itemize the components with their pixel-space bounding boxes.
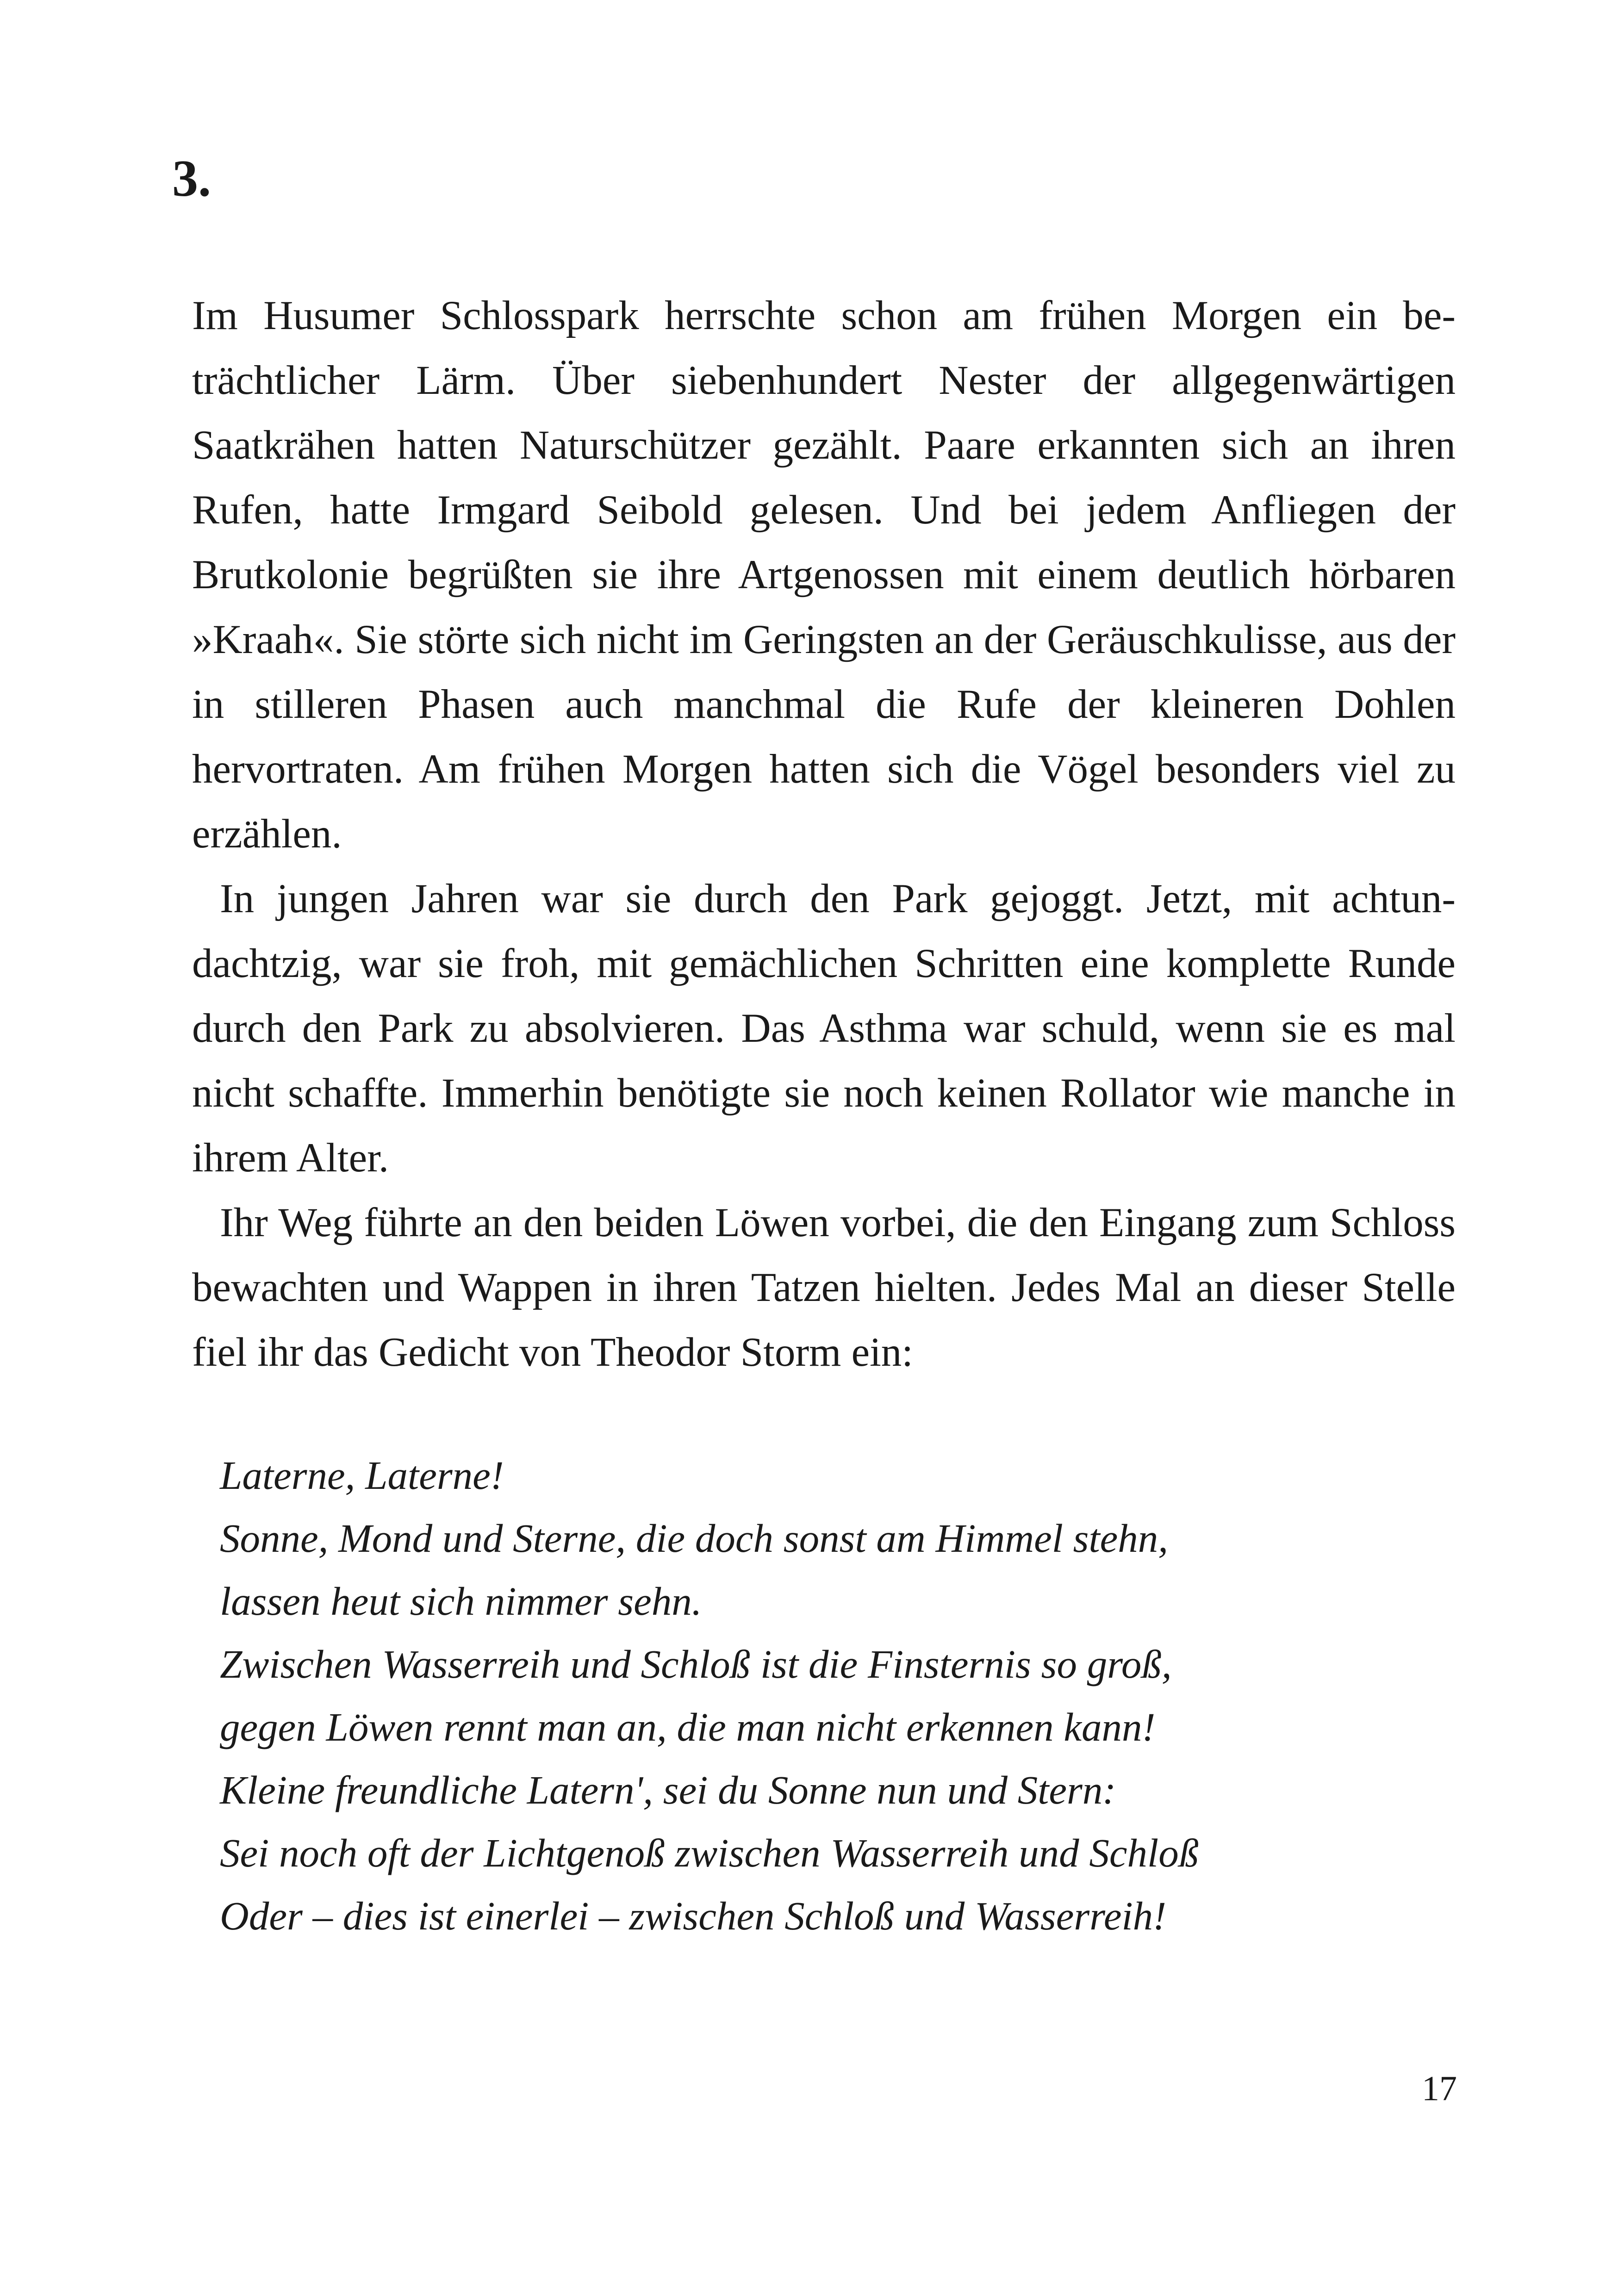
body-text: [192, 283, 1456, 1385]
poem-line-3: lassen heut sich nimmer sehn.: [220, 1579, 702, 1624]
poem-block: [220, 1444, 1469, 1948]
poem-line-6: Kleine freundliche Latern', sei du Sonne nun und Stern:: [220, 1767, 1116, 1812]
poem-line-4: Zwischen Wasserreih und Schloß ist die Finsternis so groß,: [220, 1642, 1172, 1686]
paragraph-1: Im Husumer Schlosspark herrschte schon am frühen Morgen ein beträchtlicher Lärm. Über siebenhundert Nester der allgegenwärtigen Saatkrähen hatten Naturschützer gezählt. Paare erkannten sich an ihren Rufen, hatte Irmgard Seibold gelesen. Und bei jedem Anfliegen der Brutkolonie begrüßten sie ihre Artgenossen mit einem deutlich hörbaren »Kraah«. Sie störte sich nicht im Geringsten an der Geräuschkulisse, aus der in stilleren Phasen auch manchmal die Rufe der kleineren Dohlen hervortraten. Am frühen Morgen hatten sich die Vögel besonders viel zu erzählen.: [192, 293, 1456, 857]
poem-line-1: Laterne, Laterne!: [220, 1453, 504, 1498]
paragraph-3: Ihr Weg führte an den beiden Löwen vorbei, die den Eingang zum Schloss bewachten und Wappen in ihren Tatzen hielten. Jedes Mal an dieser Stelle fiel ihr das Gedicht von Theodor Storm ein:: [192, 1200, 1456, 1375]
poem-line-5: gegen Löwen rennt man an, die man nicht erkennen kann!: [220, 1705, 1156, 1749]
page-number: 17: [1422, 2069, 1457, 2108]
poem-line-2: Sonne, Mond und Sterne, die doch sonst am Himmel stehn,: [220, 1516, 1169, 1561]
poem-line-7: Sei noch oft der Lichtgenoß zwischen Wasserreih und Schloß: [220, 1830, 1199, 1875]
poem-line-8: Oder – dies ist einerlei – zwischen Schloß und Wasserreih!: [220, 1893, 1167, 1938]
chapter-number: 3.: [172, 150, 211, 207]
paragraph-2: In jungen Jahren war sie durch den Park gejoggt. Jetzt, mit achtundachtzig, war sie froh, mit gemächlichen Schritten eine komplette Runde durch den Park zu absolvieren. Das Asthma war schuld, wenn sie es mal nicht schaffte. Immerhin benötigte sie noch keinen Rollator wie manche in ihrem Alter.: [192, 876, 1456, 1181]
